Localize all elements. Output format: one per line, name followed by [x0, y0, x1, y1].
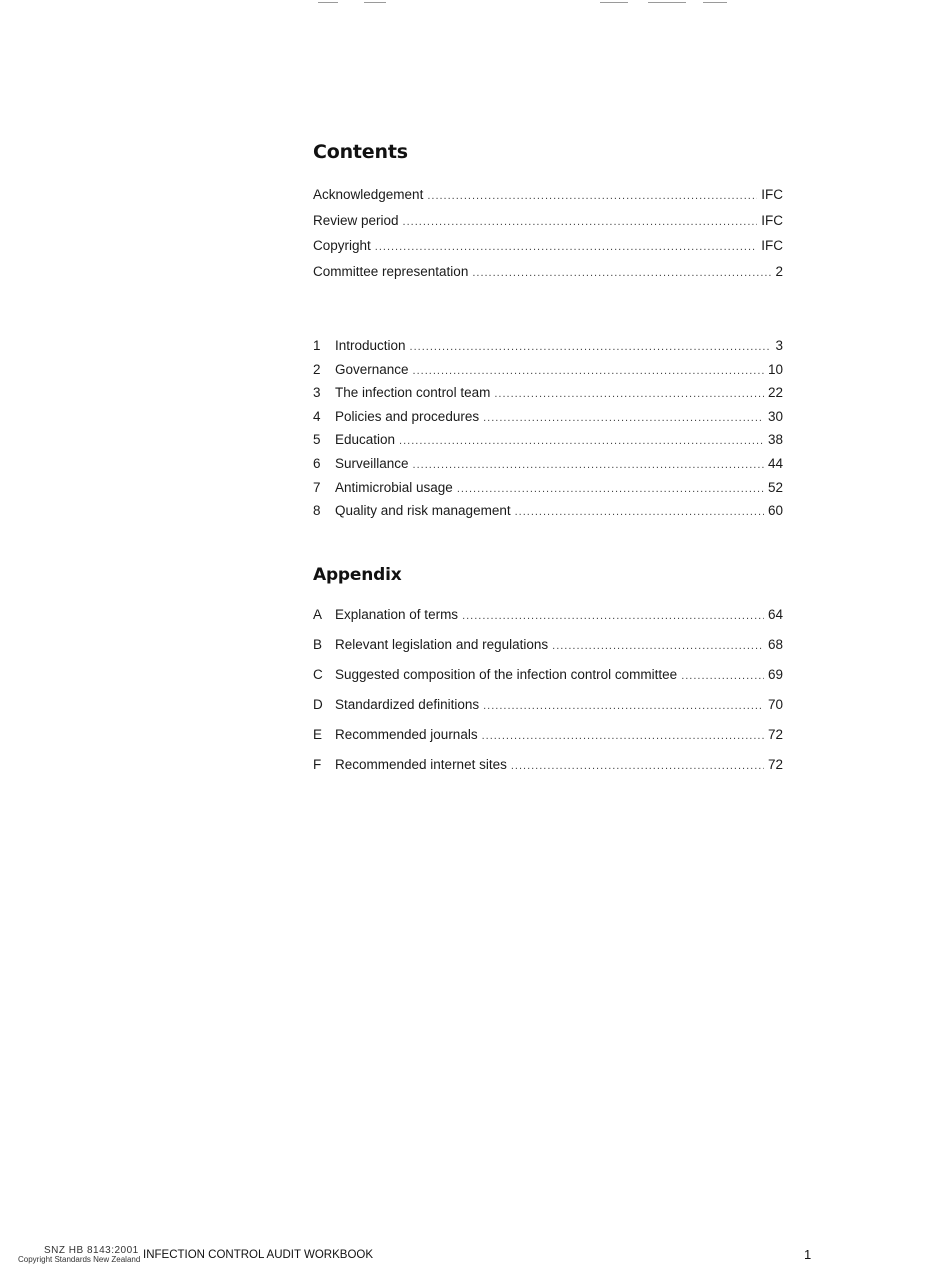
toc-entry[interactable] — [313, 385, 783, 409]
entry-page: 3 — [775, 338, 783, 353]
entry-page: 69 — [767, 667, 783, 682]
scan-artifacts — [0, 0, 950, 10]
chapter-list — [313, 338, 783, 527]
entry-number: 2 — [313, 361, 321, 377]
entry-page: 60 — [767, 503, 783, 519]
toc-entry[interactable] — [313, 697, 783, 727]
entry-label: Policies and procedures — [335, 408, 480, 424]
contents-heading: Contents — [313, 141, 408, 163]
dot-leader — [494, 388, 764, 400]
entry-number: D — [313, 697, 323, 712]
entry-number: F — [313, 757, 322, 772]
entry-page: 64 — [767, 607, 783, 622]
entry-page: 2 — [775, 263, 783, 279]
dot-leader — [483, 700, 764, 712]
footer-document-code: SNZ HB 8143:2001 — [44, 1245, 139, 1256]
entry-page: 38 — [767, 432, 783, 448]
toc-entry[interactable] — [313, 264, 783, 290]
front-matter-list — [313, 187, 783, 289]
toc-entry[interactable] — [313, 637, 783, 667]
entry-number: 3 — [313, 385, 321, 401]
entry-number: 8 — [313, 503, 321, 519]
entry-label: Explanation of terms — [335, 607, 459, 622]
dot-leader — [552, 640, 764, 652]
toc-entry[interactable] — [313, 503, 783, 527]
entry-page: 22 — [767, 385, 783, 401]
entry-number: A — [313, 607, 323, 622]
entry-page: IFC — [761, 238, 783, 254]
dot-leader — [472, 267, 771, 279]
toc-entry[interactable] — [313, 757, 783, 787]
entry-number: 6 — [313, 455, 321, 471]
footer-copyright: Copyright Standards New Zealand — [18, 1255, 141, 1264]
toc-entry[interactable] — [313, 409, 783, 433]
entry-label: Acknowledgement — [313, 187, 424, 202]
toc-entry[interactable] — [313, 607, 783, 637]
entry-number: B — [313, 637, 323, 652]
entry-number: E — [313, 727, 323, 742]
entry-label: Relevant legislation and regulations — [335, 637, 549, 652]
entry-page: 44 — [767, 455, 783, 471]
entry-label: Suggested composition of the infection control committee — [335, 667, 678, 682]
toc-entry[interactable] — [313, 480, 783, 504]
toc-entry[interactable] — [313, 432, 783, 456]
toc-entry[interactable] — [313, 727, 783, 757]
dot-leader — [457, 483, 764, 495]
dot-leader — [410, 341, 772, 353]
dot-leader — [403, 216, 758, 228]
entry-label: Committee representation — [313, 263, 469, 279]
toc-entry[interactable] — [313, 187, 783, 213]
entry-page: 72 — [767, 727, 783, 742]
entry-label: Antimicrobial usage — [335, 479, 453, 495]
entry-label: Introduction — [335, 338, 406, 353]
entry-label: Surveillance — [335, 455, 409, 471]
toc-entry[interactable] — [313, 238, 783, 264]
entry-label: Copyright — [313, 238, 371, 254]
entry-page: IFC — [761, 187, 783, 202]
dot-leader — [413, 459, 764, 471]
entry-label: Education — [335, 432, 396, 448]
entry-page: IFC — [761, 212, 783, 228]
appendix-heading: Appendix — [313, 565, 402, 585]
dot-leader — [375, 241, 757, 253]
dot-leader — [413, 365, 764, 377]
entry-number: 5 — [313, 432, 321, 448]
entry-page: 10 — [767, 361, 783, 377]
entry-page: 70 — [767, 697, 783, 712]
entry-page: 30 — [767, 408, 783, 424]
dot-leader — [511, 760, 764, 772]
page-footer — [18, 1247, 818, 1267]
entry-label: Recommended journals — [335, 727, 478, 742]
entry-number: C — [313, 667, 323, 682]
dot-leader — [681, 670, 764, 682]
entry-number: 7 — [313, 479, 321, 495]
toc-entry[interactable] — [313, 338, 783, 362]
toc-entry[interactable] — [313, 213, 783, 239]
entry-label: The infection control team — [335, 385, 491, 401]
entry-label: Governance — [335, 361, 409, 377]
toc-entry[interactable] — [313, 456, 783, 480]
entry-label: Standardized definitions — [335, 697, 480, 712]
entry-number: 4 — [313, 408, 321, 424]
dot-leader — [515, 506, 764, 518]
dot-leader — [427, 190, 757, 202]
entry-number: 1 — [313, 338, 321, 353]
entry-page: 68 — [767, 637, 783, 652]
entry-page: 72 — [767, 757, 783, 772]
footer-document-title: INFECTION CONTROL AUDIT WORKBOOK — [143, 1249, 374, 1261]
dot-leader — [482, 730, 764, 742]
entry-label: Quality and risk management — [335, 503, 511, 519]
page-number: 1 — [804, 1247, 812, 1262]
dot-leader — [462, 610, 764, 622]
toc-entry[interactable] — [313, 667, 783, 697]
dot-leader — [399, 435, 764, 447]
dot-leader — [483, 412, 764, 424]
entry-label: Recommended internet sites — [335, 757, 507, 772]
appendix-list — [313, 607, 783, 787]
entry-page: 52 — [767, 479, 783, 495]
entry-label: Review period — [313, 212, 399, 228]
toc-entry[interactable] — [313, 362, 783, 386]
